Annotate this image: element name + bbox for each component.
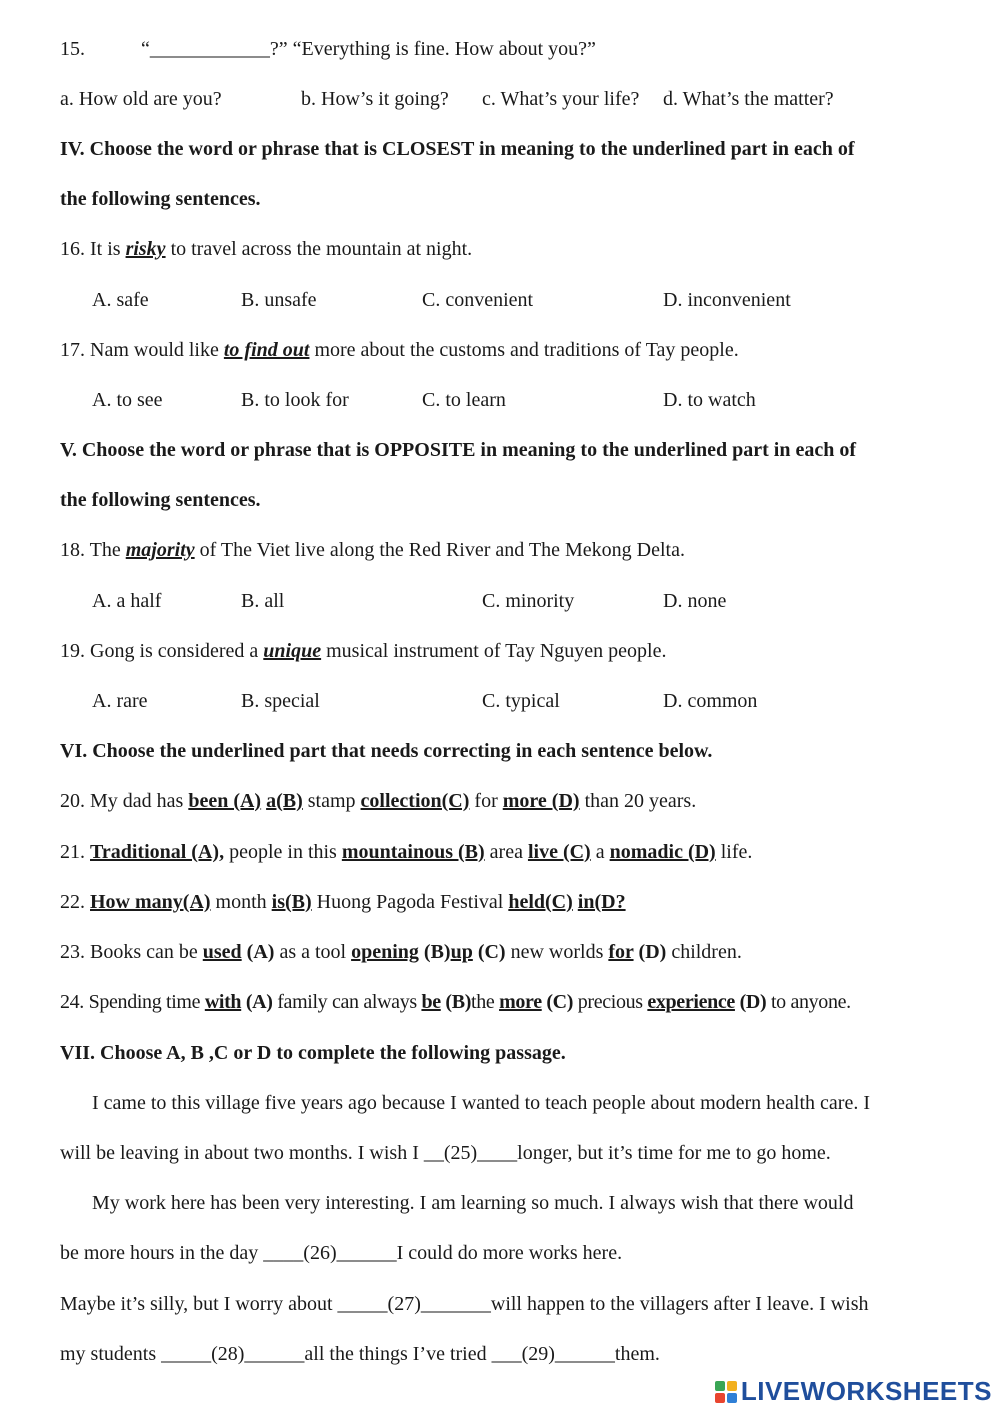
q18-option-d: D. none [663,590,727,612]
q23-text: as a tool [274,941,352,963]
q18-text-pre: 18. The [60,539,126,561]
q23-label-b: (B) [418,941,451,963]
q23-part-b: opening [351,941,419,963]
q15-number: 15. [60,38,85,60]
q22-part-a: How many(A) [90,891,211,913]
q19-option-a: A. rare [92,690,148,712]
q19-option-d: D. common [663,690,758,712]
q15-option-a: a. How old are you? [60,88,222,110]
q24-text: family can always [272,991,422,1013]
passage-line-2: will be leaving in about two months. I wish I __(25)____longer, but it’s time for me to go home. [60,1142,831,1164]
q15-option-d: d. What’s the matter? [663,88,834,110]
q19-text-pre: 19. Gong is considered a [60,640,264,662]
q24-part-d: experience [647,991,735,1013]
q23-part-a: used [202,941,242,963]
q16-text-post: to travel across the mountain at night. [165,238,473,260]
question-16 [60,236,472,262]
passage-line-3: My work here has been very interesting. I am learning so much. I always wish that there would [92,1192,854,1214]
q20-part-d: more (D) [502,790,580,812]
q17-option-d: D. to watch [663,389,756,411]
q23-part-c: up [450,941,473,963]
section-4-heading: IV. Choose the word or phrase that is CLOSEST in meaning to the underlined part in each of [60,138,855,160]
question-20 [60,788,696,814]
q20-text: stamp [302,790,361,812]
q24-part-c: more [499,991,542,1013]
question-21 [60,839,752,865]
q21-part-a: Traditional (A), [90,841,225,863]
q17-underlined-word: to find out [223,339,310,361]
q20-text: for [469,790,503,812]
q21-part-c: live (C) [527,841,591,863]
passage-line-5: Maybe it’s silly, but I worry about _____(27)_______will happen to the villagers after I leave. I wish [60,1293,869,1315]
liveworksheets-logo [715,1376,992,1407]
q23-label-a: (A) [241,941,275,963]
q19-underlined-word: unique [263,640,322,662]
q24-label-b: (B) [440,991,472,1013]
logo-text: LIVEWORKSHEETS [740,1376,992,1406]
question-19 [60,638,667,664]
passage-line-1: I came to this village five years ago because I wanted to teach people about modern health care. I [92,1092,870,1114]
q22-part-b: is(B) [271,891,312,913]
q21-text: a [590,841,610,863]
q15-dialogue: “____________?” “Everything is fine. How about you?” [141,38,596,60]
q23-label-c: (C) [472,941,506,963]
q24-label-d: (D) [734,991,767,1013]
q22-text: Huong Pagoda Festival [311,891,509,913]
question-22 [60,889,626,915]
section-6-heading: VI. Choose the underlined part that needs correcting in each sentence below. [60,740,713,762]
q23-text: new worlds [505,941,609,963]
q23-text: 23. Books can be [60,941,203,963]
q22-part-d: in(D? [577,891,626,913]
q22-text: 22. [60,891,90,913]
q22-part-c: held(C) [508,891,573,913]
q24-text: the [471,991,500,1013]
q24-label-c: (C) [541,991,574,1013]
q24-label-a: (A) [241,991,273,1013]
q23-label-d: (D) [633,941,667,963]
q24-text: 24. Spending time [60,991,205,1013]
q17-option-a: A. to see [92,389,163,411]
q23-text: children. [666,941,742,963]
logo-square-yellow [727,1381,737,1391]
section-5-heading-cont: the following sentences. [60,489,261,511]
q21-text: people in this [224,841,342,863]
logo-square-red [715,1393,725,1403]
q19-option-c: C. typical [482,690,560,712]
q20-part-c: collection(C) [360,790,470,812]
q16-option-d: D. inconvenient [663,289,791,311]
q21-part-b: mountainous (B) [341,841,485,863]
q23-part-d: for [608,941,634,963]
q19-text-post: musical instrument of Tay Nguyen people. [321,640,667,662]
q18-option-b: B. all [241,590,285,612]
q24-text: precious [573,991,648,1013]
section-4-heading-cont: the following sentences. [60,188,261,210]
logo-square-blue [727,1393,737,1403]
q21-text: life. [715,841,753,863]
q19-option-b: B. special [241,690,320,712]
q15-option-c: c. What’s your life? [482,88,640,110]
question-23 [60,939,742,965]
q20-text: 20. My dad has [60,790,189,812]
q21-text: 21. [60,841,90,863]
q15-option-b: b. How’s it going? [301,88,449,110]
q16-option-b: B. unsafe [241,289,317,311]
logo-square-green [715,1381,725,1391]
q18-underlined-word: majority [125,539,195,561]
passage-line-4: be more hours in the day ____(26)______I could do more works here. [60,1242,623,1264]
q18-text-post: of The Viet live along the Red River and The Mekong Delta. [194,539,685,561]
q17-option-c: C. to learn [422,389,506,411]
q17-text-post: more about the customs and traditions of Tay people. [309,339,739,361]
q20-part-a: been (A) [188,790,262,812]
q18-option-c: C. minority [482,590,575,612]
q24-part-a: with [204,991,242,1013]
question-15 [60,36,596,62]
question-24 [60,989,851,1015]
q21-text: area [484,841,528,863]
liveworksheets-icon [715,1381,737,1403]
q16-option-a: A. safe [92,289,149,311]
q21-part-d: nomadic (D) [609,841,716,863]
question-17 [60,337,739,363]
q16-underlined-word: risky [125,238,166,260]
q22-text: month [210,891,272,913]
q16-text-pre: 16. It is [60,238,126,260]
q17-option-b: B. to look for [241,389,349,411]
q20-part-b: a(B) [266,790,303,812]
q16-option-c: C. convenient [422,289,534,311]
section-5-heading: V. Choose the word or phrase that is OPPOSITE in meaning to the underlined part in each of [60,439,856,461]
q24-text: to anyone. [766,991,851,1013]
section-7-heading: VII. Choose A, B ,C or D to complete the following passage. [60,1042,566,1064]
passage-line-6: my students _____(28)______all the things I’ve tried ___(29)______them. [60,1343,660,1365]
q18-option-a: A. a half [92,590,162,612]
q24-part-b: be [421,991,441,1013]
question-18 [60,537,685,563]
q17-text-pre: 17. Nam would like [60,339,224,361]
q20-text: than 20 years. [579,790,697,812]
